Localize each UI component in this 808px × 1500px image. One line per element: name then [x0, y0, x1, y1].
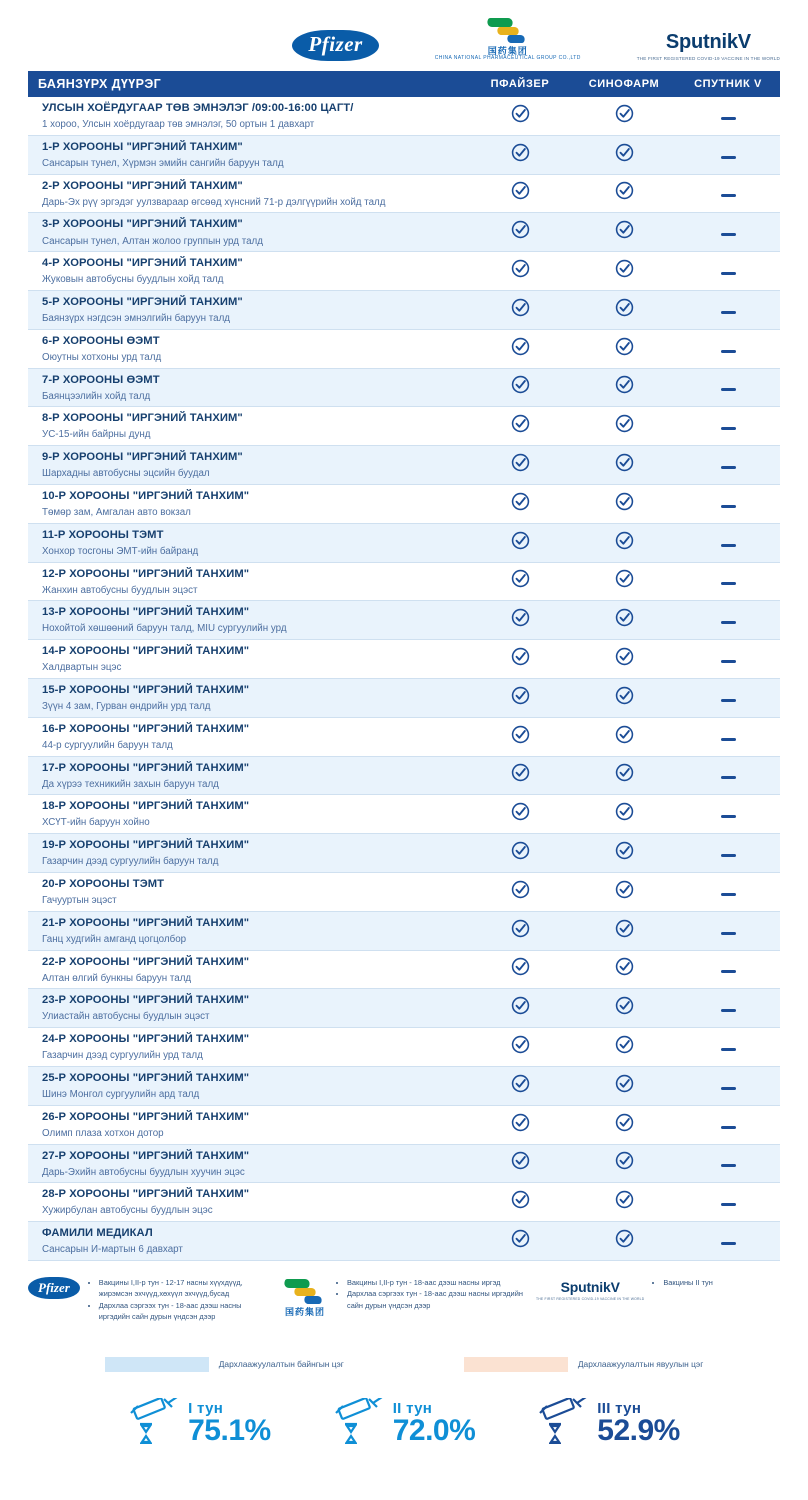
site-address: ХСҮТ-ийн баруун хойно — [42, 817, 150, 829]
site-address: Дарь-Эхийн автобусны буудлын хуучин эцэс — [42, 1166, 245, 1178]
column-header-sputnik: СПУТНИК V — [676, 71, 780, 97]
availability-check-icon — [468, 756, 572, 795]
stat-dose-label: II тун — [392, 1399, 433, 1417]
site-cell — [28, 329, 468, 368]
site-title: 8-Р ХОРООНЫ "ИРГЭНИЙ ТАНХИМ" — [42, 412, 243, 425]
availability-check-icon — [468, 329, 572, 368]
availability-check-icon — [468, 562, 572, 601]
column-header-pfizer: ПФАЙЗЕР — [468, 71, 572, 97]
site-cell — [28, 174, 468, 213]
availability-check-icon — [468, 1028, 572, 1067]
site-cell — [28, 640, 468, 679]
availability-check-icon — [468, 950, 572, 989]
availability-dash-icon — [676, 756, 780, 795]
availability-check-icon — [572, 329, 676, 368]
availability-check-icon — [468, 640, 572, 679]
table-row — [28, 601, 780, 640]
availability-dash-icon — [676, 523, 780, 562]
table-row — [28, 407, 780, 446]
site-cell — [28, 135, 468, 174]
availability-check-icon — [572, 678, 676, 717]
availability-dash-icon — [676, 135, 780, 174]
table-row — [28, 523, 780, 562]
site-address: Нохойтой хөшөөний баруун талд, MIU сургуулийн урд — [42, 623, 287, 635]
site-title: УЛСЫН ХОЁРДУГААР ТӨВ ЭМНЭЛЭГ /09:00-16:00 ЦАГТ/ — [42, 102, 354, 114]
footnote-line: • Вакцины II тун — [663, 1277, 713, 1288]
site-address: Хужирбулан автобусны буудлын эцэс — [42, 1205, 213, 1217]
availability-dash-icon — [676, 97, 780, 135]
table-row — [28, 989, 780, 1028]
site-title: 13-Р ХОРООНЫ "ИРГЭНИЙ ТАНХИМ" — [42, 606, 250, 619]
stat-dose-3 — [537, 1398, 680, 1449]
availability-check-icon — [572, 1066, 676, 1105]
availability-dash-icon — [676, 174, 780, 213]
site-title: 2-Р ХОРООНЫ "ИРГЭНИЙ ТАНХИМ" — [42, 179, 243, 192]
site-cell — [28, 717, 468, 756]
syringe-icon — [333, 1398, 385, 1449]
availability-dash-icon — [676, 1183, 780, 1222]
site-address: Улиастайн автобусны буудлын эцэст — [42, 1011, 210, 1023]
legend-swatch-icon — [105, 1357, 209, 1372]
site-cell — [28, 290, 468, 329]
site-address: 1 хороо, Улсын хоёрдугаар төв эмнэлэг, 50 ортын 1 давхарт — [42, 119, 315, 131]
availability-dash-icon — [676, 872, 780, 911]
site-cell — [28, 601, 468, 640]
availability-check-icon — [468, 484, 572, 523]
stat-dose-1 — [128, 1398, 271, 1449]
site-address: Баянцээлийн хойд талд — [42, 390, 151, 402]
sinopharm-cn-label: 国药集团 — [487, 46, 528, 56]
table-row — [28, 678, 780, 717]
site-address: Оюутны хотхоны урд талд — [42, 351, 162, 363]
site-cell — [28, 407, 468, 446]
site-title: 15-Р ХОРООНЫ "ИРГЭНИЙ ТАНХИМ" — [42, 683, 250, 696]
vaccine-footnotes — [28, 1277, 780, 1323]
availability-dash-icon — [676, 989, 780, 1028]
site-title: 5-Р ХОРООНЫ "ИРГЭНИЙ ТАНХИМ" — [42, 295, 243, 308]
site-address: Гачууртын эцэст — [42, 895, 117, 907]
availability-check-icon — [572, 1028, 676, 1067]
site-address: Жанхин автобусны буудлын эцэст — [42, 584, 198, 596]
legend-item-permanent — [105, 1357, 344, 1372]
availability-check-icon — [468, 213, 572, 252]
table-row — [28, 562, 780, 601]
site-address: Зүүн 4 зам, Гурван өндрийн урд талд — [42, 701, 211, 713]
availability-check-icon — [572, 1222, 676, 1261]
availability-check-icon — [572, 252, 676, 291]
site-address: 44-р сургуулийн баруун талд — [42, 739, 173, 751]
syringe-icon — [537, 1398, 589, 1449]
availability-check-icon — [572, 213, 676, 252]
table-row — [28, 368, 780, 407]
availability-check-icon — [572, 407, 676, 446]
site-address: Ганц худгийн амганд цогцолбор — [42, 933, 187, 945]
table-header-row — [28, 71, 780, 97]
availability-check-icon — [468, 1105, 572, 1144]
availability-check-icon — [468, 989, 572, 1028]
footnote-line: • Дархлаа сэргээх тун - 18-аас дээш насны иргэдийн сайн дурын үндсэн дээр — [99, 1300, 272, 1323]
footnote-line: • Вакцины I,II-р тун - 18-аас дээш насны иргэд — [347, 1277, 526, 1288]
site-title: 22-Р ХОРООНЫ "ИРГЭНИЙ ТАНХИМ" — [42, 955, 250, 968]
table-row — [28, 135, 780, 174]
sinopharm-mark-icon — [485, 18, 531, 44]
table-row — [28, 795, 780, 834]
availability-check-icon — [468, 446, 572, 485]
availability-check-icon — [468, 135, 572, 174]
availability-dash-icon — [676, 601, 780, 640]
table-row — [28, 290, 780, 329]
site-title: ФАМИЛИ МЕДИКАЛ — [42, 1227, 153, 1240]
site-address: Газарчин дээд сургуулийн баруун талд — [42, 856, 219, 868]
availability-check-icon — [468, 174, 572, 213]
availability-check-icon — [572, 446, 676, 485]
site-cell — [28, 1105, 468, 1144]
site-cell — [28, 562, 468, 601]
legend-label: Дархлаажуулалтын байнгын цэг — [218, 1359, 344, 1370]
footnote-sputnik — [536, 1277, 780, 1301]
sinopharm-en-label: CHINA NATIONAL PHARMACEUTICAL GROUP CO.,LTD — [434, 55, 581, 61]
legend-item-mobile — [464, 1357, 703, 1372]
site-title: 9-Р ХОРООНЫ "ИРГЭНИЙ ТАНХИМ" — [42, 451, 243, 464]
site-cell — [28, 1222, 468, 1261]
availability-check-icon — [468, 834, 572, 873]
availability-check-icon — [468, 1144, 572, 1183]
site-address: Шархадны автобусны эцсийн буудал — [42, 468, 210, 480]
availability-check-icon — [572, 640, 676, 679]
availability-check-icon — [468, 717, 572, 756]
site-title: 28-Р ХОРООНЫ "ИРГЭНИЙ ТАНХИМ" — [42, 1188, 250, 1201]
availability-check-icon — [468, 1222, 572, 1261]
table-row — [28, 484, 780, 523]
availability-check-icon — [572, 950, 676, 989]
site-title: 17-Р ХОРООНЫ "ИРГЭНИЙ ТАНХИМ" — [42, 761, 250, 774]
availability-check-icon — [572, 484, 676, 523]
sinopharm-mark-icon — [282, 1279, 328, 1305]
availability-dash-icon — [676, 446, 780, 485]
legend-swatch-icon — [464, 1357, 568, 1372]
site-address: Хонхор тосгоны ЭМТ-ийн байранд — [42, 545, 199, 557]
pfizer-brand — [292, 30, 378, 61]
coverage-stats — [0, 1398, 808, 1475]
site-title: 19-Р ХОРООНЫ "ИРГЭНИЙ ТАНХИМ" — [42, 839, 250, 852]
table-row — [28, 756, 780, 795]
legend-label: Дархлаажуулалтын явуулын цэг — [577, 1359, 704, 1370]
site-title: 21-Р ХОРООНЫ "ИРГЭНИЙ ТАНХИМ" — [42, 916, 250, 929]
availability-check-icon — [572, 717, 676, 756]
availability-dash-icon — [676, 795, 780, 834]
site-cell — [28, 756, 468, 795]
availability-dash-icon — [676, 834, 780, 873]
site-title: 14-Р ХОРООНЫ "ИРГЭНИЙ ТАНХИМ" — [42, 645, 250, 658]
table-row — [28, 834, 780, 873]
site-cell — [28, 950, 468, 989]
availability-check-icon — [572, 756, 676, 795]
availability-check-icon — [572, 97, 676, 135]
availability-check-icon — [572, 368, 676, 407]
site-cell — [28, 678, 468, 717]
footnote-sputnik-list — [652, 1277, 713, 1288]
site-address: Сансарын тунел, Алтан жолоо группын урд талд — [42, 235, 263, 247]
site-title: 3-Р ХОРООНЫ "ИРГЭНИЙ ТАНХИМ" — [42, 218, 243, 231]
site-title: 23-Р ХОРООНЫ "ИРГЭНИЙ ТАНХИМ" — [42, 994, 250, 1007]
availability-check-icon — [572, 523, 676, 562]
site-title: 7-Р ХОРООНЫ ӨЭМТ — [42, 373, 160, 386]
availability-dash-icon — [676, 252, 780, 291]
availability-check-icon — [572, 135, 676, 174]
footnote-pfizer — [28, 1277, 272, 1323]
availability-check-icon — [572, 174, 676, 213]
site-cell — [28, 1066, 468, 1105]
availability-check-icon — [468, 252, 572, 291]
availability-check-icon — [572, 1144, 676, 1183]
site-cell — [28, 213, 468, 252]
availability-check-icon — [468, 678, 572, 717]
table-row — [28, 174, 780, 213]
site-cell — [28, 97, 468, 135]
vaccination-sites-table — [28, 71, 780, 1261]
site-title: 20-Р ХОРООНЫ ТЭМТ — [42, 877, 165, 890]
table-row — [28, 1028, 780, 1067]
sputnik-tagline: THE FIRST REGISTERED COVID-19 VACCINE IN THE WORLD — [636, 56, 780, 61]
availability-check-icon — [468, 407, 572, 446]
site-cell — [28, 872, 468, 911]
sputnik-logo-small: SputnikV THE FIRST REGISTERED COVID-19 VACCINE IN THE WORLD — [536, 1278, 645, 1301]
site-cell — [28, 989, 468, 1028]
availability-dash-icon — [676, 1144, 780, 1183]
site-cell — [28, 834, 468, 873]
table-row — [28, 97, 780, 135]
site-title: 4-Р ХОРООНЫ "ИРГЭНИЙ ТАНХИМ" — [42, 257, 243, 270]
table-row — [28, 911, 780, 950]
stat-dose-label: I тун — [188, 1399, 224, 1417]
table-row — [28, 446, 780, 485]
sputnik-logo: SputnikV — [665, 31, 751, 53]
availability-dash-icon — [676, 368, 780, 407]
site-title: 11-Р ХОРООНЫ ТЭМТ — [42, 528, 164, 541]
pfizer-logo: Pfizer — [292, 30, 378, 61]
availability-check-icon — [572, 872, 676, 911]
table-row — [28, 950, 780, 989]
site-title: 10-Р ХОРООНЫ "ИРГЭНИЙ ТАНХИМ" — [42, 489, 250, 502]
site-address: Баянзүрх нэгдсэн эмнэлгийн баруун талд — [42, 313, 230, 325]
availability-dash-icon — [676, 329, 780, 368]
table-row — [28, 1222, 780, 1261]
availability-dash-icon — [676, 1066, 780, 1105]
site-cell — [28, 795, 468, 834]
availability-check-icon — [572, 911, 676, 950]
sinopharm-brand — [435, 18, 581, 61]
availability-dash-icon — [676, 290, 780, 329]
sinopharm-logo-small — [282, 1277, 328, 1317]
availability-check-icon — [572, 1183, 676, 1222]
site-address: Сансарын тунел, Хүрмэн эмийн сангийн баруун талд — [42, 157, 284, 169]
site-cell — [28, 1183, 468, 1222]
table-row — [28, 1066, 780, 1105]
availability-dash-icon — [676, 640, 780, 679]
availability-check-icon — [468, 872, 572, 911]
site-title: 6-Р ХОРООНЫ ӨЭМТ — [42, 334, 160, 347]
availability-check-icon — [468, 601, 572, 640]
site-address: Төмөр зам, Амгалан авто вокзал — [42, 507, 191, 519]
availability-dash-icon — [676, 1222, 780, 1261]
column-header-sinopharm: СИНОФАРМ — [572, 71, 676, 97]
availability-check-icon — [572, 601, 676, 640]
district-header: БАЯНЗҮРХ ДҮҮРЭГ — [28, 71, 468, 97]
table-row — [28, 252, 780, 291]
availability-check-icon — [572, 562, 676, 601]
availability-check-icon — [572, 834, 676, 873]
site-address: Дарь-Эх рүү эргэдэг уулзвараар өгсөөд хүнсний 71-р дэлгүүрийн хойд талд — [42, 196, 386, 208]
site-address: Олимп плаза хотхон дотор — [42, 1127, 164, 1139]
pfizer-logo-small: Pfizer — [28, 1277, 80, 1297]
availability-check-icon — [572, 989, 676, 1028]
availability-check-icon — [468, 97, 572, 135]
availability-dash-icon — [676, 717, 780, 756]
site-title: 18-Р ХОРООНЫ "ИРГЭНИЙ ТАНХИМ" — [42, 800, 250, 813]
table-row — [28, 1183, 780, 1222]
table-row — [28, 329, 780, 368]
footnote-sinopharm-list — [336, 1277, 526, 1311]
footnote-pfizer-list — [88, 1277, 272, 1323]
site-address: Газарчин дээд сургуулийн урд талд — [42, 1050, 203, 1062]
table-row — [28, 1144, 780, 1183]
site-cell — [28, 523, 468, 562]
site-address: Да хүрээ техникийн захын баруун талд — [42, 778, 219, 790]
table-row — [28, 872, 780, 911]
site-cell — [28, 1144, 468, 1183]
site-title: 16-Р ХОРООНЫ "ИРГЭНИЙ ТАНХИМ" — [42, 722, 250, 735]
table-row — [28, 213, 780, 252]
site-title: 1-Р ХОРООНЫ "ИРГЭНИЙ ТАНХИМ" — [42, 140, 243, 153]
site-address: УС-15-ийн байрны дунд — [42, 429, 151, 441]
stat-percent: 75.1% — [188, 1413, 271, 1447]
availability-check-icon — [572, 795, 676, 834]
availability-check-icon — [468, 290, 572, 329]
site-cell — [28, 484, 468, 523]
stat-percent: 52.9% — [597, 1413, 680, 1447]
site-cell — [28, 911, 468, 950]
syringe-icon — [128, 1398, 180, 1449]
availability-dash-icon — [676, 911, 780, 950]
site-address: Жуковын автобусны буудлын хойд талд — [42, 274, 224, 286]
footnote-sinopharm — [282, 1277, 526, 1317]
site-title: 25-Р ХОРООНЫ "ИРГЭНИЙ ТАНХИМ" — [42, 1071, 250, 1084]
availability-dash-icon — [676, 950, 780, 989]
availability-dash-icon — [676, 213, 780, 252]
sinopharm-cn-label: 国药集团 — [284, 1306, 325, 1317]
site-cell — [28, 1028, 468, 1067]
availability-check-icon — [468, 911, 572, 950]
site-title: 24-Р ХОРООНЫ "ИРГЭНИЙ ТАНХИМ" — [42, 1033, 250, 1046]
availability-dash-icon — [676, 678, 780, 717]
table-row — [28, 640, 780, 679]
availability-check-icon — [468, 368, 572, 407]
site-title: 12-Р ХОРООНЫ "ИРГЭНИЙ ТАНХИМ" — [42, 567, 250, 580]
availability-dash-icon — [676, 1105, 780, 1144]
stat-dose-2 — [333, 1398, 476, 1449]
site-cell — [28, 252, 468, 291]
sputnik-brand — [637, 31, 780, 61]
availability-dash-icon — [676, 562, 780, 601]
footnote-line: • Дархлаа сэргээх тун - 18-аас дээш насны иргэдийн сайн дурын үндсэн дээр — [347, 1288, 526, 1311]
availability-dash-icon — [676, 1028, 780, 1067]
table-row — [28, 1105, 780, 1144]
site-cell — [28, 446, 468, 485]
availability-dash-icon — [676, 407, 780, 446]
site-address: Халдвартын эцэс — [42, 662, 122, 674]
site-address: Шинэ Монгол сургуулийн ард талд — [42, 1089, 200, 1101]
stat-dose-label: III тун — [597, 1399, 642, 1417]
table-row — [28, 717, 780, 756]
map-legend — [28, 1357, 780, 1372]
availability-check-icon — [572, 1105, 676, 1144]
availability-check-icon — [468, 1183, 572, 1222]
site-address: Сансарын И-мартын 6 давхарт — [42, 1244, 183, 1256]
availability-check-icon — [468, 795, 572, 834]
availability-check-icon — [572, 290, 676, 329]
stat-percent: 72.0% — [392, 1413, 476, 1447]
footnote-line: • Вакцины I,II-р тун - 12-17 насны хүүхдүүд, жирэмсэн эхчүүд,хөхүүл эхчүүд,бусад — [99, 1277, 272, 1300]
site-title: 27-Р ХОРООНЫ "ИРГЭНИЙ ТАНХИМ" — [42, 1149, 250, 1162]
availability-check-icon — [468, 1066, 572, 1105]
availability-dash-icon — [676, 484, 780, 523]
site-cell — [28, 368, 468, 407]
availability-check-icon — [468, 523, 572, 562]
site-title: 26-Р ХОРООНЫ "ИРГЭНИЙ ТАНХИМ" — [42, 1110, 250, 1123]
site-address: Алтан өлгий бункны баруун талд — [42, 972, 192, 984]
brand-header — [0, 0, 808, 67]
